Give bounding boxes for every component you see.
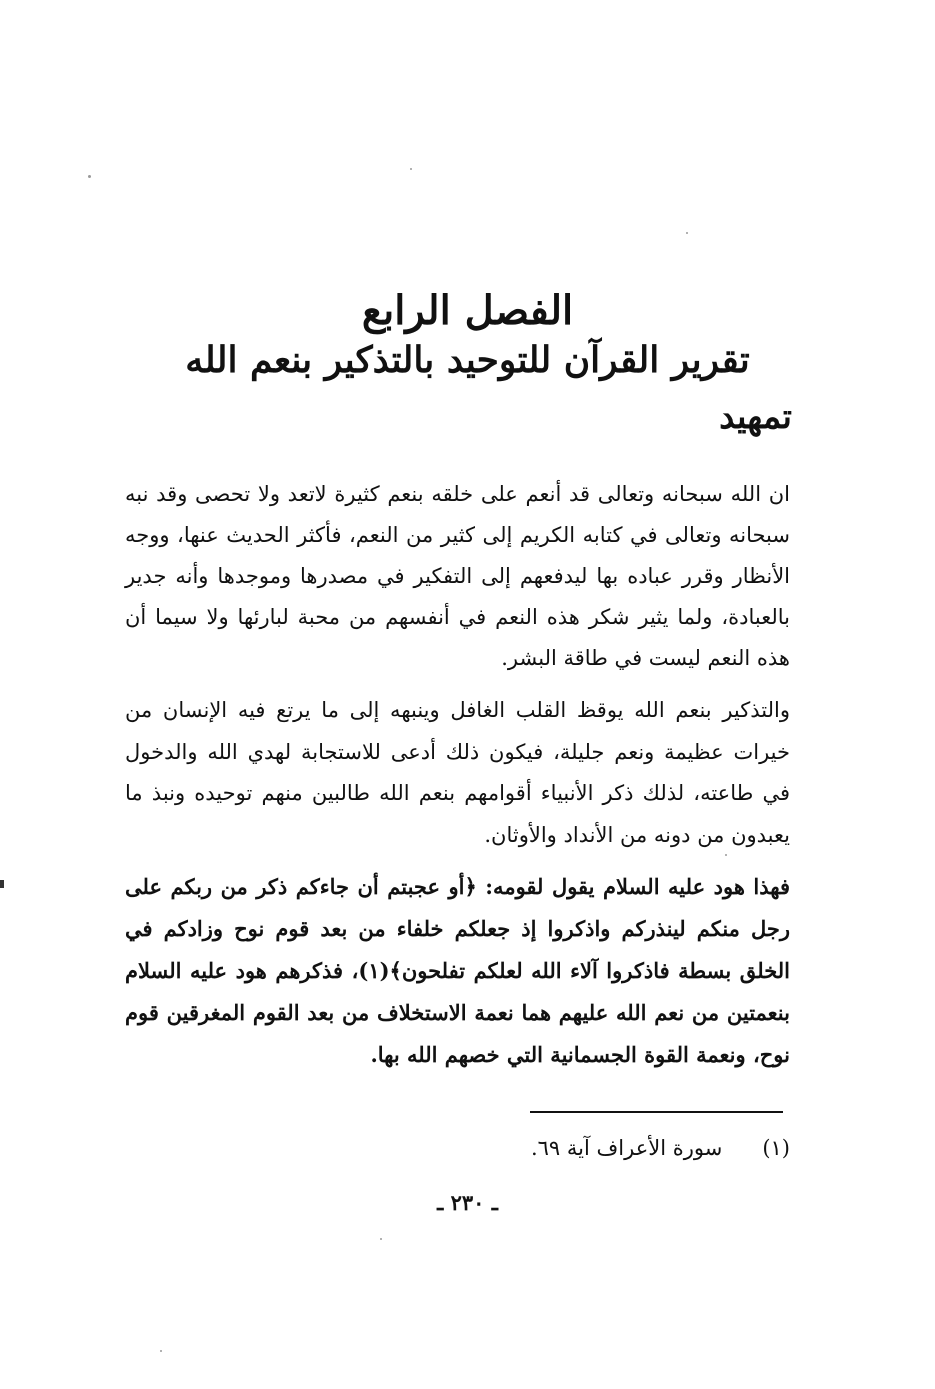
footnote-text: سورة الأعراف آية ٦٩. — [530, 1136, 723, 1160]
paragraph-text: فهذا هود عليه السلام يقول لقومه: ﴿أو عجبتم أن جاءكم ذكر من ربكم على رجل منكم لينذركم واذكروا إذ جعلكم خلفاء من بعد قوم نوح وزادكم في الخلق بسطة فاذكروا آلاء الله لعلكم تفلحون﴾(١)، فذكرهم هود عليه السلام بنعمتين من نعم الله عليهم هما نعمة الاستخلاف من بعد القوم المغرقين قوم نوح، ونعمة القوة الجسمانية التي خصهم الله بها. — [125, 874, 790, 1067]
scan-speck — [686, 232, 688, 234]
scan-speck — [160, 1350, 162, 1352]
body-paragraph — [125, 474, 790, 679]
page-number: ـ ٢٣٠ ـ — [437, 1190, 498, 1215]
paragraph-text: ان الله سبحانه وتعالى قد أنعم على خلقه بنعم كثيرة لاتعد ولا تحصى وقد نبه سبحانه وتعالى في كتابه الكريم إلى كثير من النعم، فأكثر الحديث عنها، ووجه الأنظار وقرر عباده بها ليدفعهم إلى التفكير في مصدرها وموجدها وأنه جدير بالعبادة، ولما يثير شكر هذه النعم في أنفسهم من محبة لبارئها ولا سيما أن هذه النعم ليست في طاقة البشر. — [125, 482, 790, 670]
scan-speck — [88, 175, 91, 178]
paragraph-text: والتذكير بنعم الله يوقظ القلب الغافل وينبهه إلى ما يرتع فيه الإنسان من خيرات عظيمة ونعم جليلة، فيكون ذلك أدعى للاستجابة لهدي الله والدخول في طاعته، لذلك ذكر الأنبياء أقوامهم بنعم الله طالبين منهم توحيده ونبذ ما يعبدون من دونه من الأنداد والأوثان. — [125, 698, 790, 847]
scan-speck — [725, 854, 727, 856]
chapter-title: تقرير القرآن للتوحيد بالتذكير بنعم الله — [185, 339, 750, 381]
body-paragraph — [125, 690, 790, 856]
section-heading: تمهيد — [719, 397, 792, 437]
footnote — [531, 1130, 790, 1166]
scan-speck — [410, 168, 412, 170]
footnote-separator — [530, 1111, 783, 1113]
scan-speck — [380, 1238, 382, 1240]
chapter-label: الفصل الرابع — [361, 287, 574, 334]
scan-speck — [0, 880, 4, 888]
footnote-number: (١) — [762, 1136, 790, 1160]
body-paragraph — [125, 866, 790, 1076]
